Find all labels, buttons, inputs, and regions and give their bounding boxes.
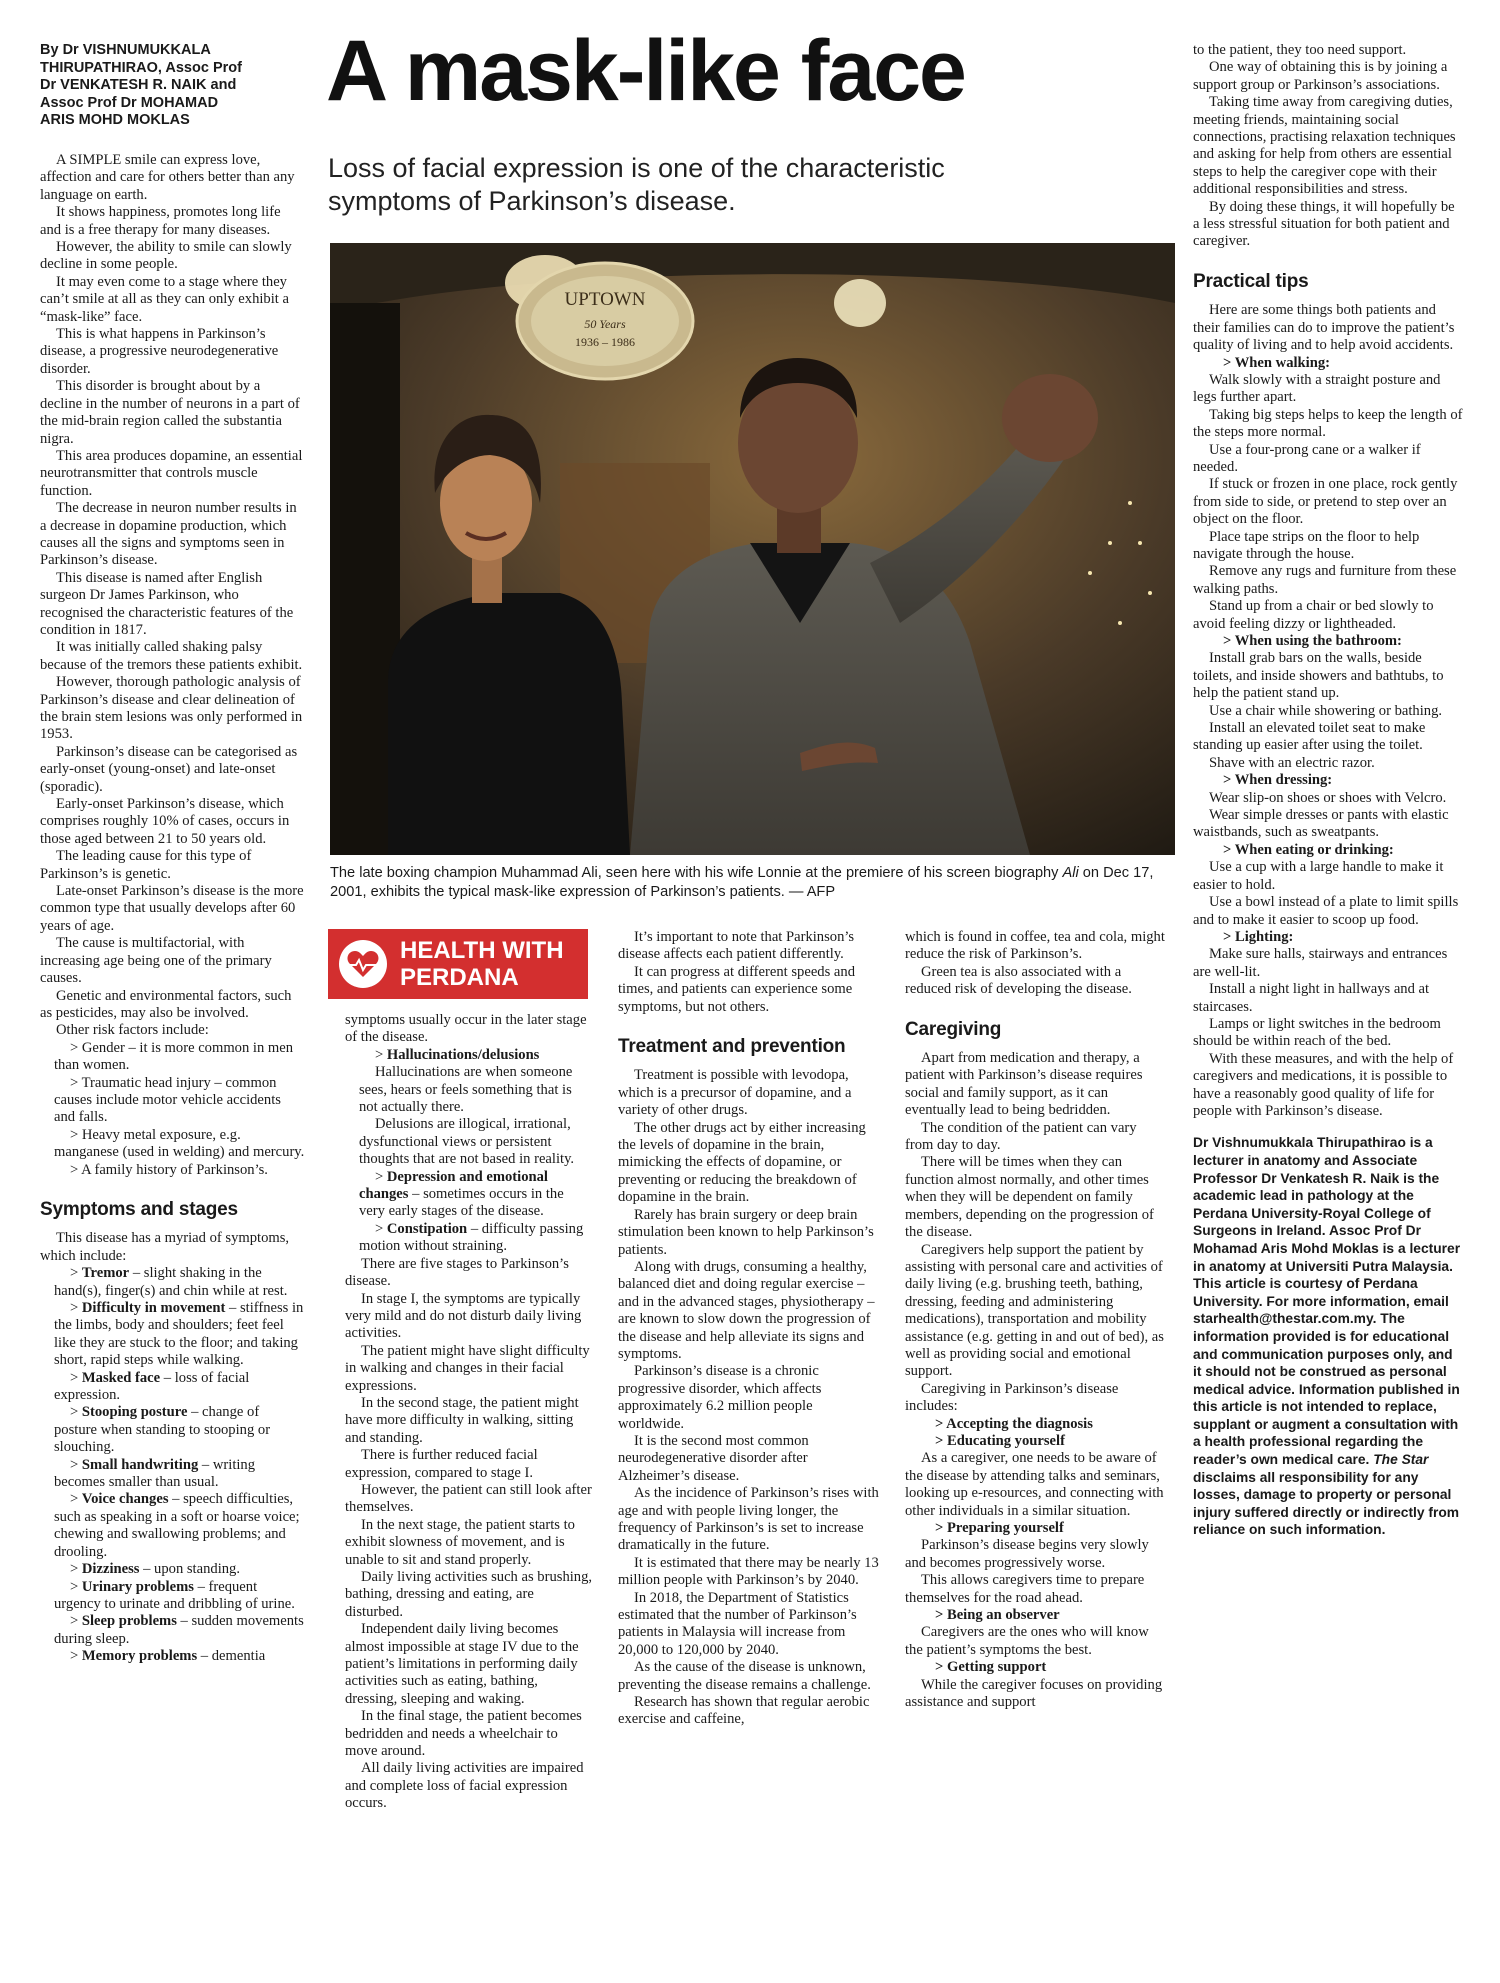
paragraph: As the cause of the disease is unknown, preventing the disease remains a challenge.	[618, 1659, 871, 1693]
paragraph: The patient might have slight difficulty in walking and changes in their facial expressions.	[345, 1342, 590, 1394]
tip: Use a bowl instead of a plate to limit spills and to make it easier to scoop up food.	[1193, 894, 1459, 928]
paragraph: to the patient, they too need support.	[1193, 42, 1407, 58]
paragraph: It shows happiness, promotes long life and is a free therapy for many diseases.	[40, 204, 281, 238]
headline: A mask-like face	[326, 23, 965, 119]
paragraph: However, the patient can still look after themselves.	[345, 1481, 592, 1516]
tip-heading: > When dressing:	[1223, 772, 1333, 789]
paragraph: One way of obtaining this is by joining a support group or Parkinson’s associations.	[1193, 59, 1448, 93]
column-1	[40, 152, 305, 1666]
uptown-sign	[517, 263, 693, 379]
risk-item: > Traumatic head injury – common causes include motor vehicle accidents and falls.	[54, 1074, 281, 1126]
heading-practical-tips: Practical tips	[1193, 270, 1309, 292]
tip: Walk slowly with a straight posture and legs further apart.	[1193, 371, 1441, 406]
photo-caption: The late boxing champion Muhammad Ali, seen here with his wife Lonnie at the premiere of his screen biography Ali on Dec 17, 2001, exhibits the typical mask-like expression of Parkinson’s patients. — AFP	[330, 865, 1154, 900]
tip: Wear simple dresses or pants with elastic waistbands, such as sweatpants.	[1193, 807, 1449, 841]
paragraph: Delusions are illogical, irrational, dysfunctional views or persistent thoughts that are not based in reality.	[359, 1116, 575, 1168]
tip: Make sure halls, stairways and entrances are well-lit.	[1193, 946, 1448, 980]
paragraph: Caregiving in Parkinson’s disease includes:	[905, 1380, 1119, 1415]
tip: Install grab bars on the walls, beside toilets, and inside showers and bathtubs, to help the patient stand up.	[1193, 650, 1444, 702]
tip: Stand up from a chair or bed slowly to avoid feeling dizzy or lightheaded.	[1193, 598, 1434, 632]
svg-text:50 Years: 50 Years	[584, 317, 626, 331]
heading-symptoms: Symptoms and stages	[40, 1198, 238, 1220]
paragraph: Other risk factors include:	[56, 1022, 209, 1039]
caregiving-item: > Preparing yourself	[935, 1520, 1064, 1536]
heading-caregiving: Caregiving	[905, 1018, 1002, 1040]
paragraph: Here are some things both patients and their families can do to improve the patient’s quality of living and to help avoid accidents.	[1193, 302, 1455, 354]
paragraph: By doing these things, it will hopefully be a less stressful situation for both patient and caregiver.	[1193, 198, 1455, 250]
paragraph: Caregivers are the ones who will know the patient’s symptoms the best.	[905, 1624, 1149, 1658]
risk-item: > Heavy metal exposure, e.g. manganese (used in welding) and mercury.	[54, 1126, 305, 1161]
tip: Taking big steps helps to keep the length of the steps more normal.	[1193, 406, 1463, 441]
paragraph: In stage I, the symptoms are typically very mild and do not disturb daily living activities.	[345, 1290, 582, 1342]
paragraph: It is estimated that there may be nearly 13 million people with Parkinson’s by 2040.	[618, 1554, 879, 1589]
tip: Use a chair while showering or bathing.	[1209, 702, 1443, 719]
tip: Use a four-prong cane or a walker if needed.	[1193, 441, 1421, 475]
column-2	[345, 1012, 593, 1813]
paragraph: Caregivers help support the patient by assisting with personal care and activities of daily living (e.g. brushing teeth, bathing, dressing, feeding and administering medications), transportation and mobility assistance (e.g. getting in and out of bed), as well as providing social and emotional support.	[905, 1241, 1164, 1380]
paragraph: Independent daily living becomes almost impossible at stage IV due to the patient’s limitations in performing daily activities such as eating, bathing, dressing, sleeping and waking.	[345, 1621, 579, 1707]
symptom-item: > Tremor – slight shaking in the hand(s), finger(s) and chin while at rest.	[54, 1265, 288, 1299]
heading-treatment: Treatment and prevention	[618, 1036, 846, 1058]
paragraph: In the final stage, the patient becomes bedridden and needs a wheelchair to move around.	[345, 1708, 582, 1760]
heart-pulse-icon	[338, 939, 388, 989]
tip: Place tape strips on the floor to help navigate through the house.	[1193, 528, 1420, 562]
paragraph: This disease has a myriad of symptoms, which include:	[40, 1230, 290, 1264]
tip-heading: > When eating or drinking:	[1223, 841, 1394, 858]
risk-item: > A family history of Parkinson’s.	[70, 1161, 268, 1178]
svg-text:UPTOWN: UPTOWN	[564, 289, 646, 310]
paragraph: Apart from medication and therapy, a patient with Parkinson’s disease requires social and family support, as it can eventually lead to being bedridden.	[905, 1050, 1143, 1119]
tip: If stuck or frozen in one place, rock gently from side to side, or pretend to step over an object on the floor.	[1193, 476, 1458, 528]
paragraph: The decrease in neuron number results in a decrease in dopamine production, which causes all the signs and symptoms seen in Parkinson’s disease.	[40, 500, 297, 569]
paragraph: This is what happens in Parkinson’s disease, a progressive neurodegenerative disorder.	[40, 326, 279, 377]
paragraph: Parkinson’s disease is a chronic progressive disorder, which affects approximately 6.2 million people worldwide.	[618, 1363, 822, 1432]
paragraph: As the incidence of Parkinson’s rises with age and with people living longer, the frequency of Parkinson’s is set to increase dramatically in the future.	[618, 1485, 879, 1554]
paragraph: Genetic and environmental factors, such as pesticides, may also be involved.	[40, 987, 292, 1021]
paragraph: The other drugs act by either increasing the levels of dopamine in the brain, mimicking the effects of dopamine, or preventing or reducing the breakdown of dopamine in the brain.	[618, 1119, 866, 1206]
paragraph: There is further reduced facial expression, compared to stage I.	[345, 1447, 538, 1481]
paragraph: However, the ability to smile can slowly decline in some people.	[40, 239, 292, 273]
symptom-item: > Hallucinations/delusions	[375, 1046, 540, 1063]
paragraph: A SIMPLE smile can express love, affection and care for others better than any language on earth.	[40, 152, 295, 203]
symptom-item: > Dizziness – upon standing.	[70, 1561, 240, 1578]
paragraph: As a caregiver, one needs to be aware of the disease by attending talks and seminars, looking up e-resources, and connecting with other individuals in a similar situation.	[905, 1450, 1164, 1519]
photo	[330, 243, 1175, 855]
column-4	[905, 929, 1167, 1711]
paragraph: This disorder is brought about by a decline in the number of neurons in a part of the mid-brain region called the substantia nigra.	[40, 378, 300, 447]
caregiving-item: > Getting support	[935, 1659, 1047, 1676]
tip: Install a night light in hallways and at staircases.	[1193, 981, 1430, 1015]
symptom-item: > Sleep problems – sudden movements during sleep.	[54, 1613, 304, 1647]
paragraph: Parkinson’s disease begins very slowly and becomes progressively worse.	[905, 1537, 1149, 1571]
symptom-item: > Memory problems – dementia	[70, 1648, 266, 1665]
paragraph: symptoms usually occur in the later stage of the disease.	[345, 1012, 587, 1046]
tip-heading: > When using the bathroom:	[1223, 633, 1402, 649]
paragraph: This disease is named after English surgeon Dr James Parkinson, who recognised the characteristic features of the condition in 1817.	[40, 569, 294, 638]
byline: By Dr VISHNUMUKKALA THIRUPATHIRAO, Assoc Prof Dr VENKATESH R. NAIK and Assoc Prof Dr MOHAMAD ARIS MOHD MOKLAS	[40, 42, 242, 128]
tip: With these measures, and with the help of caregivers and medications, it is possible to have a reasonably good quality of life for people with Parkinson’s disease.	[1193, 1050, 1454, 1119]
tip: Install an elevated toilet seat to make standing up easier after using the toilet.	[1193, 720, 1426, 754]
paragraph: In the second stage, the patient might have more difficulty in walking, sitting and standing.	[345, 1394, 579, 1446]
author-bio: Dr Vishnumukkala Thirupathirao is a lecturer in anatomy and Associate Professor Dr Venkatesh R. Naik is the academic lead in pathology at the Perdana University-Royal College of Surgeons in Ireland. Assoc Prof Dr Mohamad Aris Mohd Moklas is a lecturer in anatomy at Universiti Putra Malaysia. This article is courtesy of Perdana University. For more information, email starhealth@thestar.com.my. The information provided is for educational and communication purposes only, and it should not be construed as personal medical advice. Information published in this article is not intended to replace, supplant or augment a consultation with a health professional regarding the reader’s own medical care. The Star disclaims all responsibility for any losses, damage to property or personal injury suffered directly or indirectly from reliance on such information.	[1193, 1135, 1461, 1538]
tip-heading: > Lighting:	[1223, 928, 1294, 945]
paragraph: Parkinson’s disease can be categorised as early-onset (young-onset) and late-onset (sporadic).	[40, 743, 298, 795]
svg-text:1936 – 1986: 1936 – 1986	[575, 335, 635, 349]
paragraph: Treatment is possible with levodopa, which is a precursor of dopamine, and a variety of other drugs.	[618, 1067, 852, 1119]
paragraph: The leading cause for this type of Parkinson’s is genetic.	[40, 848, 252, 882]
symptom-item: > Small handwriting – writing becomes smaller than usual.	[54, 1456, 256, 1491]
symptom-item: > Masked face – loss of facial expression.	[54, 1369, 250, 1404]
symptom-item: > Constipation – difficulty passing motion without straining.	[359, 1220, 584, 1255]
paragraph: It is the second most common neurodegenerative disorder after Alzheimer’s disease.	[618, 1432, 809, 1484]
symptom-item: > Difficulty in movement – stiffness in the limbs, body and shoulders; feet feel like they are stuck to the floor; and taking short, rapid steps while walking.	[54, 1300, 304, 1369]
paragraph: Along with drugs, consuming a healthy, balanced diet and doing regular exercise – and in the advanced stages, physiotherapy – are known to slow down the progression of the disease and help alleviate its signs and symptoms.	[618, 1258, 875, 1362]
symptom-item: > Depression and emotional changes – sometimes occurs in the very early stages of the disease.	[359, 1168, 564, 1220]
paragraph: Late-onset Parkinson’s disease is the more common type that usually develops after 60 years of age.	[40, 883, 304, 934]
paragraph: Daily living activities such as brushing, bathing, dressing and eating, are disturbed.	[345, 1569, 593, 1620]
paragraph: It can progress at different speeds and times, and patients can experience some symptoms, but not others.	[618, 963, 855, 1015]
paragraph: While the caregiver focuses on providing assistance and support	[905, 1676, 1163, 1711]
tip: Lamps or light switches in the bedroom should be within reach of the bed.	[1193, 1015, 1441, 1050]
caregiving-item: > Educating yourself	[935, 1432, 1065, 1449]
paragraph: There will be times when they can function almost normally, and other times when they will be dependent on family members, depending on the progression of the disease.	[905, 1154, 1154, 1241]
paragraph: This area produces dopamine, an essential neurotransmitter that controls muscle function.	[40, 447, 303, 499]
symptom-item: > Voice changes – speech difficulties, such as speaking in a soft or hoarse voice; chewing and swallowing problems; and drooling.	[54, 1491, 300, 1560]
symptom-item: > Stooping posture – change of posture when standing to stooping or slouching.	[54, 1404, 271, 1456]
paragraph: The condition of the patient can vary from day to day.	[905, 1119, 1137, 1154]
paragraph: Rarely has brain surgery or deep brain stimulation been known to help Parkinson’s patients.	[618, 1206, 874, 1258]
paragraph: which is found in coffee, tea and cola, might reduce the risk of Parkinson’s.	[905, 929, 1165, 963]
paragraph: It was initially called shaking palsy because of the tremors these patients exhibit.	[40, 639, 303, 673]
paragraph: It’s important to note that Parkinson’s disease affects each patient differently.	[618, 929, 855, 963]
paragraph: There are five stages to Parkinson’s disease.	[345, 1255, 569, 1290]
tip: Wear slip-on shoes or shoes with Velcro.	[1209, 789, 1447, 806]
symptom-item: > Urinary problems – frequent urgency to urinate and dribbling of urine.	[54, 1578, 295, 1612]
paragraph: This allows caregivers time to prepare themselves for the road ahead.	[905, 1572, 1145, 1606]
tip: Remove any rugs and furniture from these walking paths.	[1193, 563, 1457, 597]
paragraph: Research has shown that regular aerobic exercise and caffeine,	[618, 1694, 870, 1728]
risk-item: > Gender – it is more common in men than women.	[54, 1039, 294, 1074]
paragraph: All daily living activities are impaired and complete loss of facial expression occurs.	[345, 1760, 584, 1812]
paragraph: In the next stage, the patient starts to exhibit slowness of movement, and is unable to sit and stand properly.	[345, 1516, 575, 1568]
paragraph: The cause is multifactorial, with increasing age being one of the primary causes.	[40, 935, 272, 987]
paragraph: However, thorough pathologic analysis of Parkinson’s disease and clear delineation of the brain stem lesions was only performed in 1953.	[40, 674, 303, 743]
tip-heading: > When walking:	[1223, 354, 1330, 371]
caregiving-item: > Being an observer	[935, 1607, 1060, 1624]
column-3	[618, 929, 880, 1729]
column-5	[1193, 42, 1463, 1539]
tip: Use a cup with a large handle to make it easier to hold.	[1193, 859, 1444, 893]
paragraph: Hallucinations are when someone sees, hears or feels something that is not actually there.	[359, 1064, 573, 1116]
paragraph: It may even come to a stage where they can’t smile at all as they can only exhibit a “mask-like” face.	[40, 273, 289, 325]
paragraph: In 2018, the Department of Statistics estimated that the number of Parkinson’s patients in Malaysia will increase from 20,000 to 120,000 by 2040.	[618, 1589, 857, 1658]
paragraph: Early-onset Parkinson’s disease, which comprises roughly 10% of cases, occurs in those aged between 21 to 50 years old.	[40, 796, 290, 847]
photo-illustration	[330, 243, 1175, 855]
paragraph: Taking time away from caregiving duties, meeting friends, maintaining social connections, practising relaxation techniques and asking for help from others are essential steps to help the caregiver cope with their additional responsibilities and stress.	[1193, 94, 1456, 198]
paragraph: Green tea is also associated with a reduced risk of developing the disease.	[905, 963, 1132, 998]
standfirst: Loss of facial expression is one of the characteristic symptoms of Parkinson’s disease.	[328, 153, 945, 216]
tip: Shave with an electric razor.	[1209, 754, 1375, 771]
caregiving-item: > Accepting the diagnosis	[935, 1415, 1093, 1432]
health-with-perdana-logo: HEALTH WITH PERDANA	[328, 929, 588, 999]
